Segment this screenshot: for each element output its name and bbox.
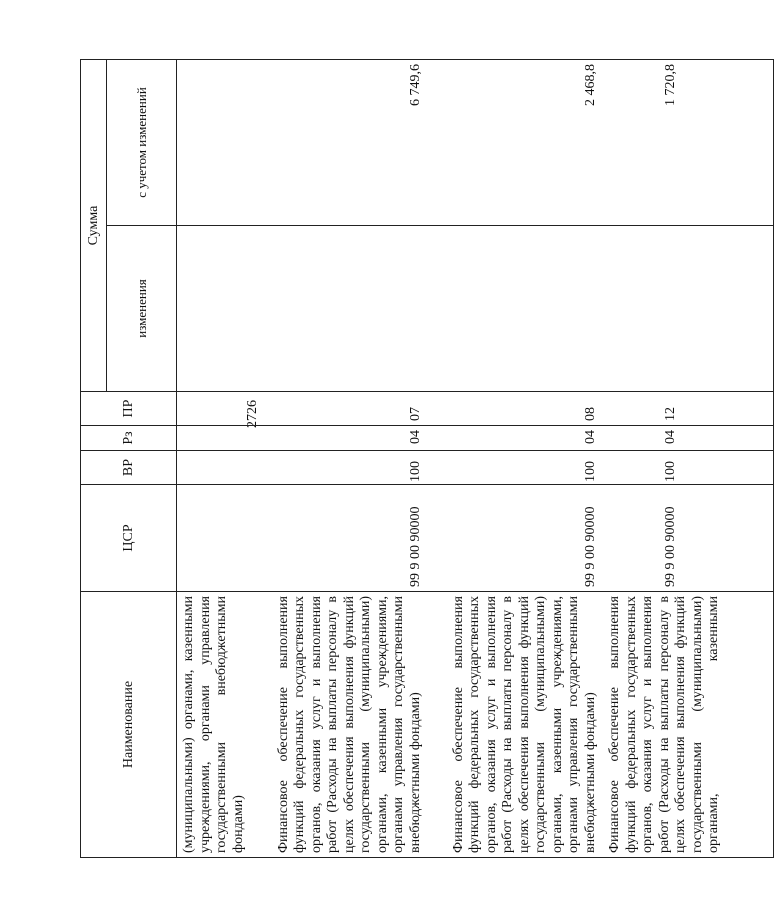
row-total: 6 749,6 xyxy=(251,60,428,226)
header-vr: ВР xyxy=(81,451,177,485)
row-change xyxy=(603,226,774,392)
row-name: Финансовое обеспечение выполнения функций федеральных государственных органов, оказания услуг и выполнения работ (Расходы на выплаты персоналу в целях обеспечения выполнения функций государственными (муниципальными) органами, казенными xyxy=(603,592,774,858)
row-rz: 04 xyxy=(603,426,774,451)
header-pr: ПР xyxy=(81,392,177,426)
row-name: Финансовое обеспечение выполнения функций федеральных государственных органов, оказания услуг и выполнения работ (Расходы на выплаты персоналу в целях обеспечения выполнения функций государственными (муниципальными) органами, казенными учреждениями, органами управления государственными внебюджетными фондами) xyxy=(251,592,428,858)
row-vr: 100 xyxy=(428,451,603,485)
row-csr: 99 9 00 90000 xyxy=(603,485,774,592)
table-row xyxy=(251,60,428,858)
row-rz: 04 xyxy=(428,426,603,451)
row-name: (муниципальными) органами, казенными учреждениями, органами управления государственными внебюджетными фондами) xyxy=(177,592,252,858)
row-change xyxy=(428,226,603,392)
header-changes: изменения xyxy=(107,226,177,392)
row-pr: 12 xyxy=(603,392,774,426)
row-pr: 07 xyxy=(251,392,428,426)
row-pr: 08 xyxy=(428,392,603,426)
budget-table xyxy=(80,59,774,858)
table-row xyxy=(428,60,603,858)
row-total: 1 720,8 xyxy=(603,60,774,226)
row-vr: 100 xyxy=(251,451,428,485)
header-sum: Сумма xyxy=(81,60,107,392)
row-change xyxy=(251,226,428,392)
header-with-changes: с учетом изменений xyxy=(107,60,177,226)
table-row xyxy=(603,60,774,858)
row-rz: 04 xyxy=(251,426,428,451)
row-csr: 99 9 00 90000 xyxy=(251,485,428,592)
table-row-continuation xyxy=(177,60,252,858)
header-csr: ЦСР xyxy=(81,485,177,592)
header-rz: Рз xyxy=(81,426,177,451)
row-name: Финансовое обеспечение выполнения функций федеральных государственных органов, оказания услуг и выполнения работ (Расходы на выплаты персоналу в целях обеспечения выполнения функций государственными (муниципальными) органами, казенными учреждениями, органами управления государственными внебюджетными фондами) xyxy=(428,592,603,858)
header-name: Наименование xyxy=(81,592,177,858)
row-vr: 100 xyxy=(603,451,774,485)
rotated-page-content xyxy=(80,60,721,858)
row-total: 2 468,8 xyxy=(428,60,603,226)
row-csr: 99 9 00 90000 xyxy=(428,485,603,592)
page-number: 2726 xyxy=(245,400,260,428)
